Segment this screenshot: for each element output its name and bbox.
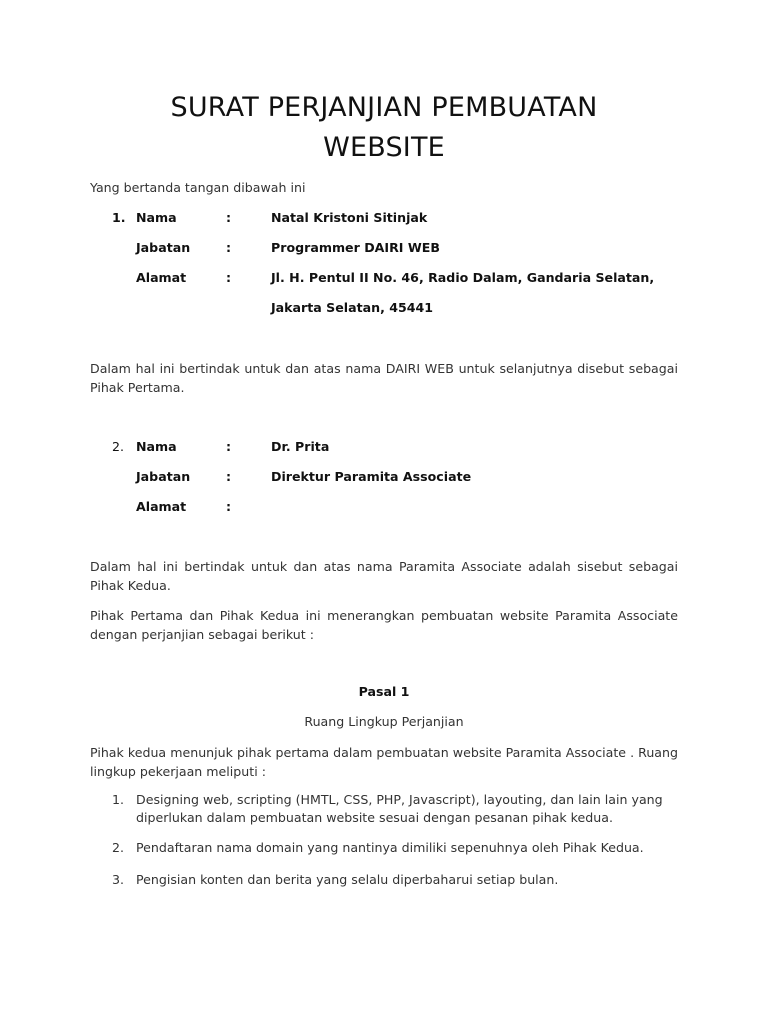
list-item-number: 3. xyxy=(112,872,125,887)
title-line-1: SURAT PERJANJIAN PEMBUATAN xyxy=(170,92,598,123)
list-item-text: Pengisian konten dan berita yang selalu diperbaharui setiap bulan. xyxy=(136,872,559,887)
party-1-address-colon: : xyxy=(226,270,232,285)
party-2-name-value: Dr. Prita xyxy=(271,439,330,454)
list-item-text: Pendaftaran nama domain yang nantinya dimiliki sepenuhnya oleh Pihak Kedua. xyxy=(136,840,644,855)
party-1-number: 1. xyxy=(112,210,126,225)
party-1-position-value: Programmer DAIRI WEB xyxy=(271,240,440,255)
pasal-1-intro: Pihak kedua menunjuk pihak pertama dalam pembuatan website Paramita Associate . Ruang lingkup pekerjaan meliputi : xyxy=(90,745,678,779)
pasal-1-heading: Pasal 1 xyxy=(358,684,410,699)
party-2-name-label: Nama xyxy=(136,439,177,454)
party-1-name-label: Nama xyxy=(136,210,177,225)
party-2-name-colon: : xyxy=(226,439,232,454)
party-2-number: 2. xyxy=(112,439,125,454)
party-2-position-colon: : xyxy=(226,469,232,484)
document-title xyxy=(90,88,678,168)
agreement-intro: Pihak Pertama dan Pihak Kedua ini menerangkan pembuatan website Paramita Associate dengan perjanjian sebagai berikut : xyxy=(90,608,678,642)
party-1-address-line-2: Jakarta Selatan, 45441 xyxy=(271,300,434,315)
list-item-number: 2. xyxy=(112,840,125,855)
party-2-address-colon: : xyxy=(226,499,232,514)
party-1-address-value: Jl. H. Pentul II No. 46, Radio Dalam, Gandaria Selatan, xyxy=(271,270,655,285)
party-1-address-label: Alamat xyxy=(136,270,187,285)
party-2-statement: Dalam hal ini bertindak untuk dan atas nama Paramita Associate adalah sisebut sebagai Pihak Kedua. xyxy=(90,559,678,593)
party-2-position-label: Jabatan xyxy=(136,469,191,484)
party-2-address-label: Alamat xyxy=(136,499,187,514)
party-1-position-colon: : xyxy=(226,240,232,255)
party-1-name-colon: : xyxy=(226,210,232,225)
list-item-text: Designing web, scripting (HMTL, CSS, PHP, Javascript), layouting, dan lain lain yang diperlukan dalam pembuatan website sesuai dengan pesanan pihak kedua. xyxy=(136,792,663,825)
party-1-position-label: Jabatan xyxy=(136,240,191,255)
party-1-statement: Dalam hal ini bertindak untuk dan atas nama DAIRI WEB untuk selanjutnya disebut sebagai Pihak Pertama. xyxy=(90,361,678,395)
party-1-name-value: Natal Kristoni Sitinjak xyxy=(271,210,428,225)
title-line-2: WEBSITE xyxy=(323,132,445,163)
party-2-position-value: Direktur Paramita Associate xyxy=(271,469,472,484)
pasal-1-subheading: Ruang Lingkup Perjanjian xyxy=(304,714,464,729)
intro-text: Yang bertanda tangan dibawah ini xyxy=(90,180,306,195)
list-item-number: 1. xyxy=(112,792,125,807)
